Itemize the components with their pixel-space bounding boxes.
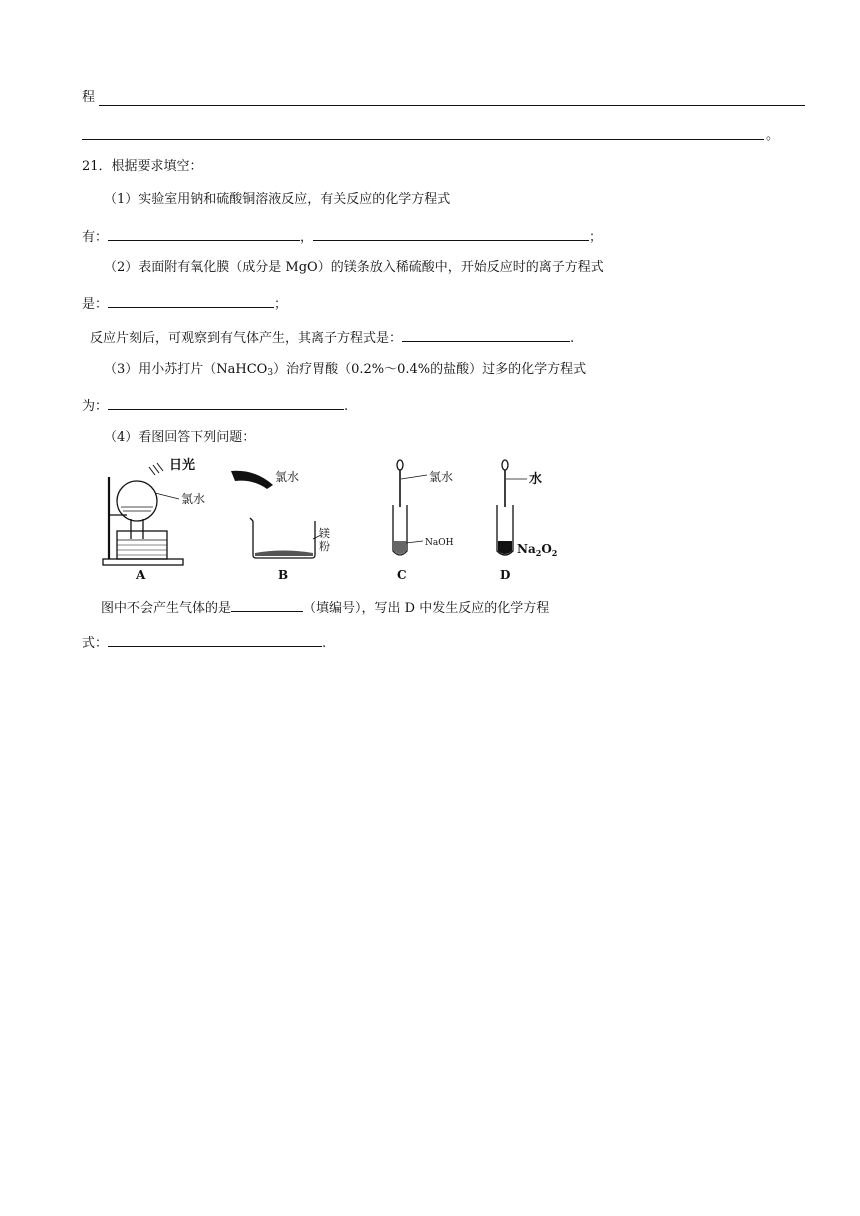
part-3-lead: 为： xyxy=(82,399,109,414)
part-3-prompt-b: ）治疗胃酸（0.2%～0.4%的盐酸）过多的化学方程式 xyxy=(273,362,587,377)
apparatus-figure xyxy=(95,455,595,585)
continuation-start-char: 程 xyxy=(82,90,96,105)
label-sunlight: 日光 xyxy=(169,458,196,473)
question-number: 21． xyxy=(82,159,112,174)
part-2-lead: 是： xyxy=(82,297,109,312)
part-2-end: ； xyxy=(274,297,288,312)
part-2-prompt: （2）表面附有氧化膜（成分是 MgO）的镁条放入稀硫酸中，开始反应时的离子方程式 xyxy=(104,260,604,275)
chlorine-water-stream xyxy=(231,471,273,489)
part-2-answer-line xyxy=(82,293,287,314)
label-b-mg-2: 粉 xyxy=(319,540,330,553)
label-b: B xyxy=(278,568,289,582)
part-1-lead: 有： xyxy=(82,230,109,245)
part-3-prompt-a: （3）用小苏打片（NaHCO xyxy=(104,362,268,377)
part-3-text xyxy=(104,361,586,379)
part-1-answer-line xyxy=(82,226,602,247)
label-d-na2o2: $Na_2O_2$ xyxy=(517,542,558,558)
answer-blank-1b[interactable] xyxy=(313,226,589,241)
part-2-follow-end: . xyxy=(570,331,575,346)
label-d-water: 水 xyxy=(529,472,543,487)
answer-blank-4a[interactable] xyxy=(231,597,303,612)
part-1-prompt: （1）实验室用钠和硫酸铜溶液反应，有关反应的化学方程式 xyxy=(104,192,451,207)
part-1-separator: ， xyxy=(300,230,314,245)
answer-blank-1a[interactable] xyxy=(108,226,300,241)
label-a: A xyxy=(136,568,146,582)
round-flask xyxy=(117,481,157,521)
part-2-follow-prompt: 反应片刻后，可观察到有气体产生，其离子方程式是： xyxy=(90,331,403,346)
label-c-chlorine: 氯水 xyxy=(429,470,454,484)
continuation-line-1 xyxy=(82,89,95,107)
question-21-heading xyxy=(82,158,203,176)
label-c-naoh: NaOH xyxy=(425,538,454,548)
part-3-end: . xyxy=(344,399,349,414)
part-1-text xyxy=(104,191,450,209)
continuation-end-mark: 。 xyxy=(766,128,780,143)
part-4-answer-line xyxy=(82,632,326,653)
part-3-subscript: 3 xyxy=(267,368,274,378)
label-c: C xyxy=(397,568,407,582)
part-4-text xyxy=(104,429,255,447)
part-4-prompt: （4）看图回答下列问题： xyxy=(104,430,256,445)
part-4-lead: 式： xyxy=(82,636,109,651)
continuation-end xyxy=(766,127,779,145)
part-4-end: . xyxy=(322,636,327,651)
part-2-text xyxy=(104,259,604,277)
part-4-question-a: 图中不会产生气体的是 xyxy=(101,601,232,616)
part-3-answer-line xyxy=(82,395,348,416)
part-4-question-b: （填编号），写出 D 中发生反应的化学方程 xyxy=(303,601,550,616)
answer-blank-3[interactable] xyxy=(108,395,344,410)
question-title: 根据要求填空： xyxy=(111,159,203,174)
apparatus-svg xyxy=(95,455,595,585)
label-a-chlorine: 氯水 xyxy=(181,492,206,506)
answer-blank-continuation-1[interactable] xyxy=(99,105,805,106)
part-4-question-line xyxy=(101,597,549,618)
part-1-end: ； xyxy=(589,230,603,245)
answer-blank-4b[interactable] xyxy=(108,632,322,647)
answer-blank-continuation-2[interactable] xyxy=(82,139,764,140)
answer-blank-2a[interactable] xyxy=(108,293,274,308)
label-d: D xyxy=(500,568,511,582)
stand-base xyxy=(103,559,183,565)
label-b-mg-1: 镁 xyxy=(319,527,330,540)
label-b-chlorine: 氯水 xyxy=(275,470,300,484)
part-2-follow-line xyxy=(90,327,574,348)
answer-blank-2b[interactable] xyxy=(402,327,570,342)
